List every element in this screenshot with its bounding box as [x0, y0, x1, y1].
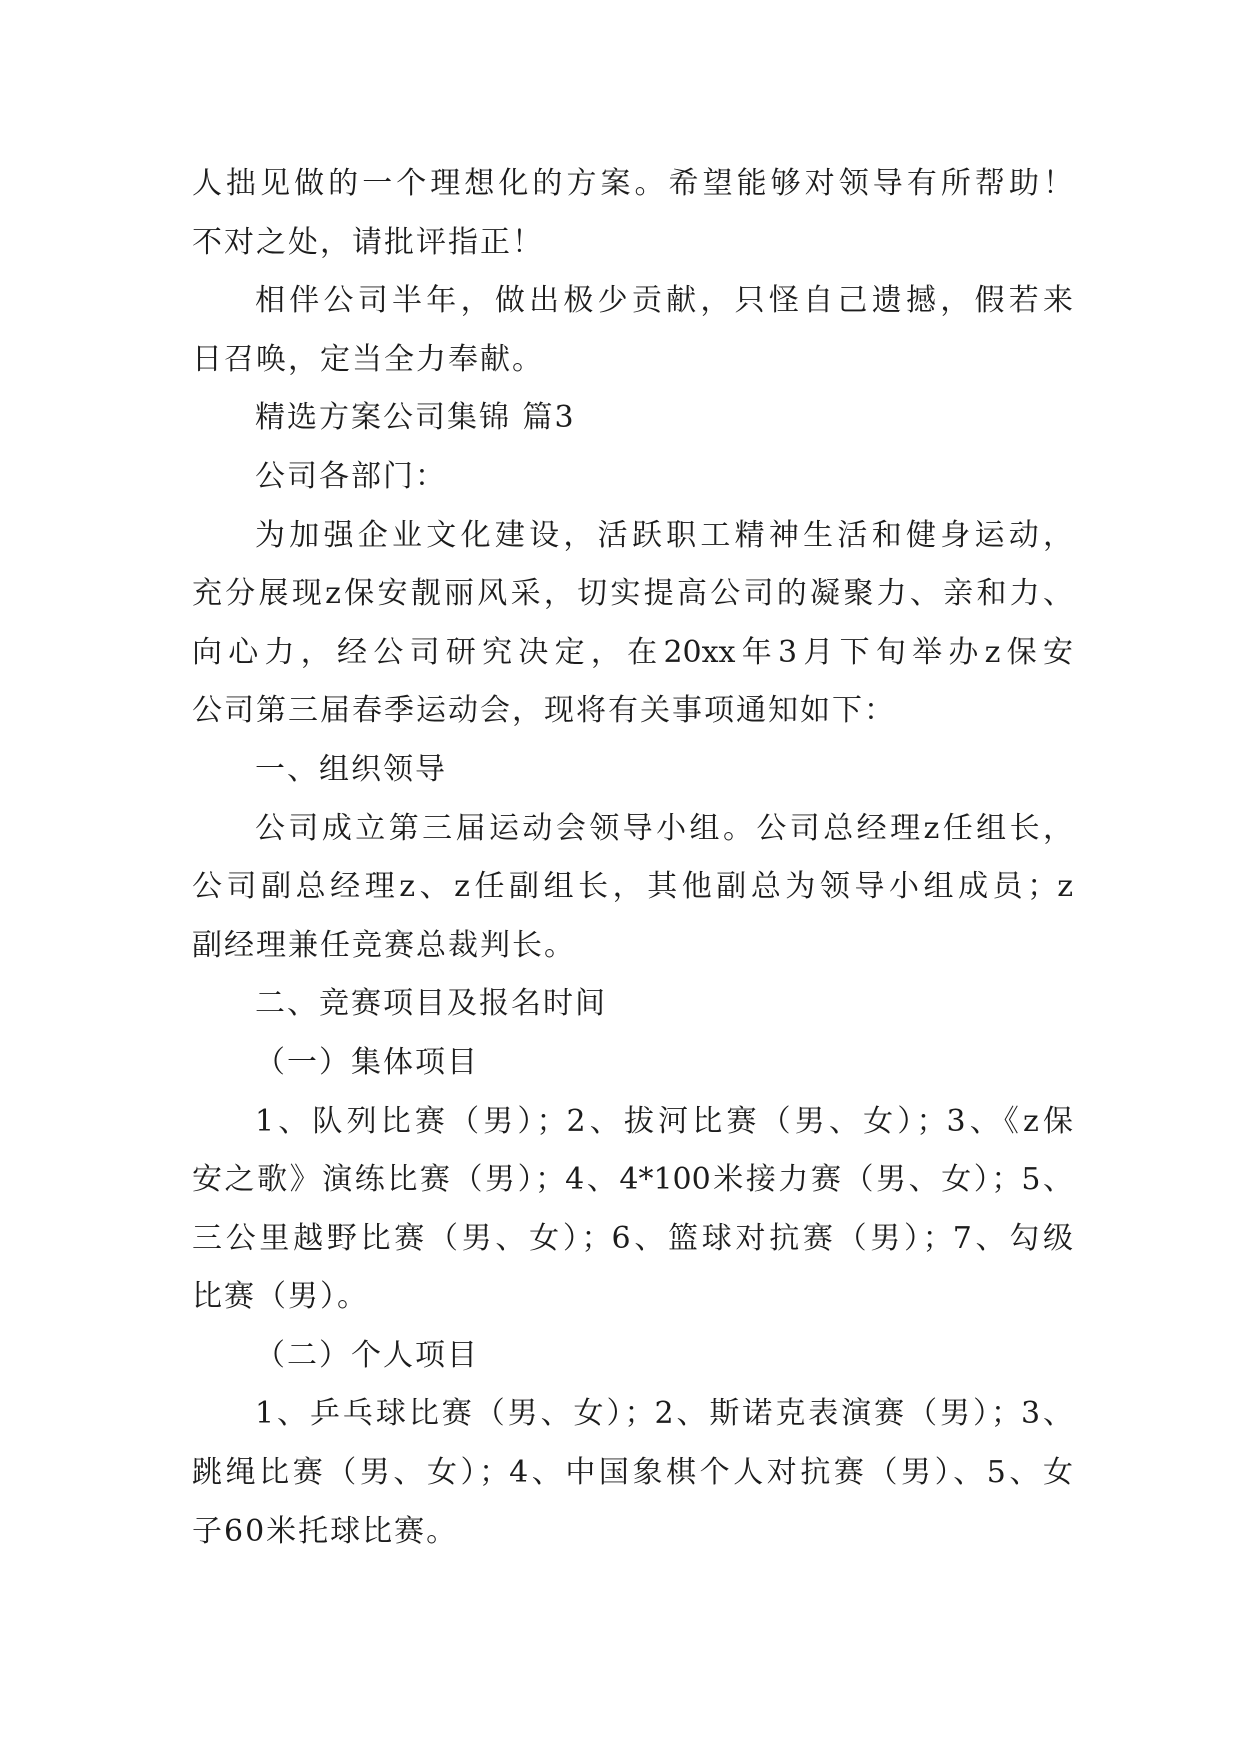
paragraph-line: 跳绳比赛（男、女）；4、中国象棋个人对抗赛（男）、5、女	[192, 1455, 1073, 1491]
salutation: 公司各部门：	[255, 458, 447, 494]
paragraph-line: 人拙见做的一个理想化的方案。希望能够对领导有所帮助！	[192, 166, 1073, 201]
paragraph-line: 1、队列比赛（男）；2、拔河比赛（男、女）；3、《z保	[255, 1103, 1073, 1139]
section-title: 精选方案公司集锦 篇3	[255, 400, 576, 436]
document-body	[192, 155, 1073, 1561]
paragraph-line: 充分展现z保安靓丽风采，切实提高公司的凝聚力、亲和力、	[192, 576, 1073, 612]
paragraph-line: 为加强企业文化建设，活跃职工精神生活和健身运动，	[255, 517, 1073, 553]
heading-events: 二、竞赛项目及报名时间	[255, 986, 607, 1022]
paragraph-line: 相伴公司半年，做出极少贡献，只怪自己遗撼，假若来	[255, 283, 1073, 319]
paragraph-line: 公司副总经理z、z任副组长，其他副总为领导小组成员；z	[192, 869, 1073, 905]
subheading-individual-events: （二）个人项目	[255, 1337, 479, 1373]
paragraph-line: 比赛（男）。	[192, 1279, 369, 1315]
paragraph-line: 不对之处，请批评指正！	[192, 224, 544, 260]
paragraph-line: 安之歌》演练比赛（男）；4、4*100米接力赛（男、女）；5、	[192, 1162, 1073, 1198]
paragraph-line: 副经理兼任竞赛总裁判长。	[192, 927, 576, 963]
paragraph-line: 公司第三届春季运动会，现将有关事项通知如下：	[192, 693, 896, 729]
heading-organization: 一、组织领导	[255, 751, 447, 787]
subheading-group-events: （一）集体项目	[255, 1044, 479, 1080]
paragraph-line: 日召唤，定当全力奉献。	[192, 341, 544, 377]
paragraph-line: 向心力，经公司研究决定，在20xx年3月下旬举办z保安	[192, 634, 1073, 670]
paragraph-line: 子60米托球比赛。	[192, 1513, 459, 1549]
paragraph-line: 1、乒乓球比赛（男、女）；2、斯诺克表演赛（男）；3、	[255, 1396, 1073, 1432]
paragraph-line: 公司成立第三届运动会领导小组。公司总经理z任组长，	[255, 810, 1073, 846]
paragraph-line: 三公里越野比赛（男、女）；6、篮球对抗赛（男）；7、勾级	[192, 1220, 1073, 1256]
